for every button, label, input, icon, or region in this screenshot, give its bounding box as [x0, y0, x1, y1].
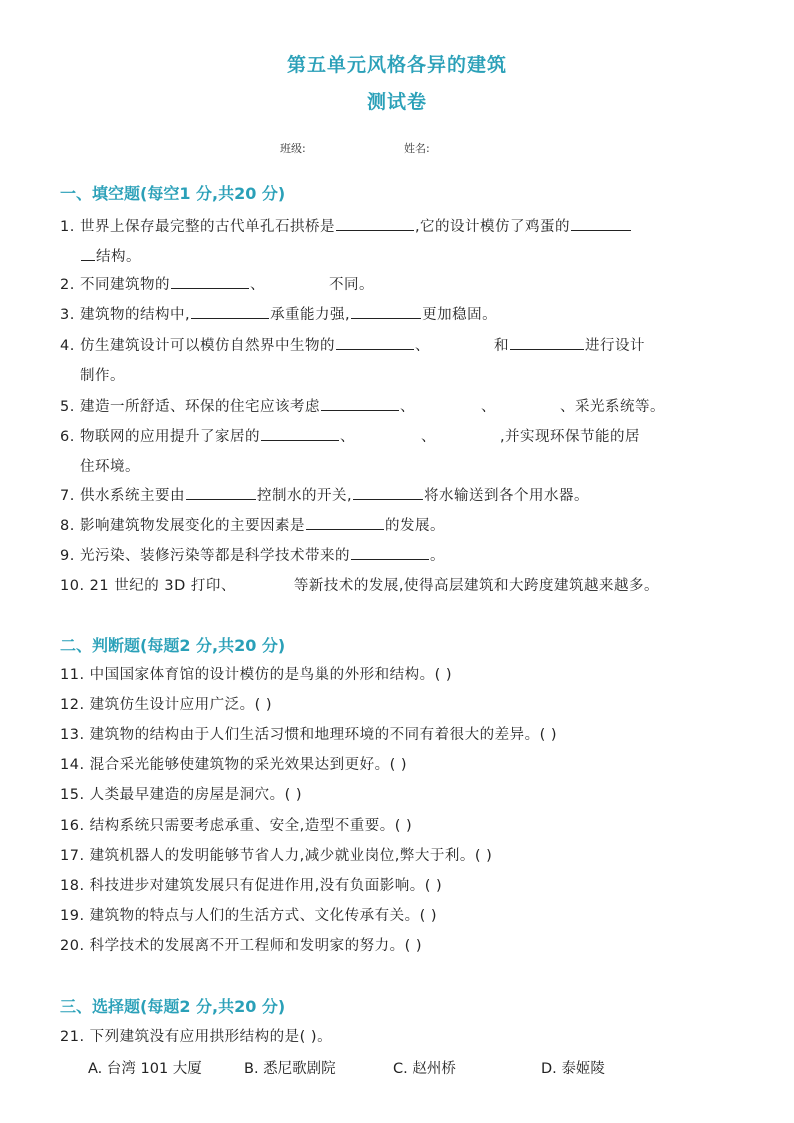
- section-fill-heading: 一、填空题(每空1 分,共20 分): [60, 184, 286, 203]
- q5-text-b: 、: [399, 399, 415, 415]
- q1-blank-2-cont: [81, 246, 95, 261]
- q2-blank-1: [171, 274, 249, 289]
- q1-text-c: 结构。: [96, 249, 141, 265]
- q9-text-b: 。: [429, 548, 445, 564]
- q1-blank-1: [336, 216, 414, 231]
- q3-blank-1: [191, 304, 269, 319]
- question-18: 18. 科技进步对建筑发展只有促进作用,没有负面影响。( ): [60, 878, 443, 894]
- section-choice-heading: 三、选择题(每题2 分,共20 分): [60, 997, 286, 1016]
- q7-blank-2: [353, 485, 423, 500]
- option-a[interactable]: A. 台湾 101 大厦: [88, 1061, 202, 1077]
- question-20: 20. 科学技术的发展离不开工程师和发明家的努力。( ): [60, 938, 423, 954]
- q8-text-a: 8. 影响建筑物发展变化的主要因素是: [60, 518, 305, 534]
- q9-text-a: 9. 光污染、装修污染等都是科学技术带来的: [60, 548, 350, 564]
- question-3: [60, 300, 750, 330]
- question-11: 11. 中国国家体育馆的设计模仿的是鸟巢的外形和结构。( ): [60, 667, 453, 683]
- q7-blank-1: [186, 485, 256, 500]
- section-judge-heading: 二、判断题(每题2 分,共20 分): [60, 636, 286, 655]
- q1-blank-2: [571, 216, 631, 231]
- class-label: 班级:: [280, 142, 306, 155]
- option-d[interactable]: D. 泰姬陵: [541, 1061, 605, 1077]
- q2-text-c: 不同。: [328, 277, 374, 293]
- q5-blank-1: [321, 396, 399, 411]
- question-5: [60, 392, 750, 422]
- q4-text-b: 、: [414, 338, 430, 354]
- q6-blank-1: [261, 426, 339, 441]
- q3-text-b: 承重能力强,: [270, 307, 351, 323]
- q4-text-e: 制作。: [80, 368, 125, 384]
- q7-text-c: 将水输送到各个用水器。: [424, 488, 590, 504]
- question-6: [60, 422, 750, 482]
- q3-text-c: 更加稳固。: [422, 307, 498, 323]
- q3-blank-2: [351, 304, 421, 319]
- q8-blank-1: [306, 515, 384, 530]
- question-7: [60, 481, 750, 511]
- q10-text-b: 等新技术的发展,使得高层建筑和大跨度建筑越来越多。: [293, 578, 659, 594]
- q5-text-c: 、: [480, 399, 496, 415]
- q4-text-c: 和: [493, 338, 509, 354]
- q4-blank-1: [336, 335, 414, 350]
- question-4: [60, 331, 750, 391]
- q1-text-a: 1. 世界上保存最完整的古代单孔石拱桥是: [60, 219, 335, 235]
- q5-text-a: 5. 建造一所舒适、环保的住宅应该考虑: [60, 399, 320, 415]
- question-8: [60, 511, 750, 541]
- question-15: 15. 人类最早建造的房屋是洞穴。( ): [60, 787, 303, 803]
- q4-text-a: 4. 仿生建筑设计可以模仿自然界中生物的: [60, 338, 335, 354]
- option-b[interactable]: B. 悉尼歌剧院: [244, 1061, 336, 1077]
- q9-blank-1: [351, 545, 429, 560]
- q6-text-a: 6. 物联网的应用提升了家居的: [60, 429, 260, 445]
- question-14: 14. 混合采光能够使建筑物的采光效果达到更好。( ): [60, 757, 408, 773]
- question-13: 13. 建筑物的结构由于人们生活习惯和地理环境的不同有着很大的差异。( ): [60, 727, 558, 743]
- question-12: 12. 建筑仿生设计应用广泛。( ): [60, 697, 273, 713]
- question-9: [60, 541, 750, 571]
- q6-text-e: 住环境。: [80, 459, 140, 475]
- page-subtitle: 测试卷: [366, 91, 427, 113]
- q6-text-d: ,并实现环保节能的居: [499, 429, 641, 445]
- page-title: 第五单元风格各异的建筑: [286, 54, 507, 76]
- question-1: [60, 212, 750, 272]
- q8-text-b: 的发展。: [384, 518, 445, 534]
- question-19: 19. 建筑物的特点与人们的生活方式、文化传承有关。( ): [60, 908, 438, 924]
- q4-text-d: 进行设计: [584, 338, 645, 354]
- option-c[interactable]: C. 赵州桥: [393, 1061, 456, 1077]
- question-10: [60, 571, 750, 601]
- q3-text-a: 3. 建筑物的结构中,: [60, 307, 191, 323]
- name-label: 姓名:: [404, 142, 430, 155]
- q10-text-a: 10. 21 世纪的 3D 打印、: [60, 578, 236, 594]
- question-17: 17. 建筑机器人的发明能够节省人力,减少就业岗位,弊大于利。( ): [60, 848, 493, 864]
- question-2: [60, 270, 750, 300]
- q5-text-d: 、采光系统等。: [559, 399, 665, 415]
- q7-text-a: 7. 供水系统主要由: [60, 488, 185, 504]
- q7-text-b: 控制水的开关,: [256, 488, 353, 504]
- q6-text-b: 、: [339, 429, 355, 445]
- question-16: 16. 结构系统只需要考虑承重、安全,造型不重要。( ): [60, 818, 413, 834]
- q2-text-a: 2. 不同建筑物的: [60, 277, 170, 293]
- q2-text-b: 、: [249, 277, 265, 293]
- q6-text-c: 、: [420, 429, 436, 445]
- q1-text-b: ,它的设计模仿了鸡蛋的: [414, 219, 571, 235]
- question-21: 21. 下列建筑没有应用拱形结构的是( )。: [60, 1029, 333, 1045]
- q4-blank-3: [510, 335, 584, 350]
